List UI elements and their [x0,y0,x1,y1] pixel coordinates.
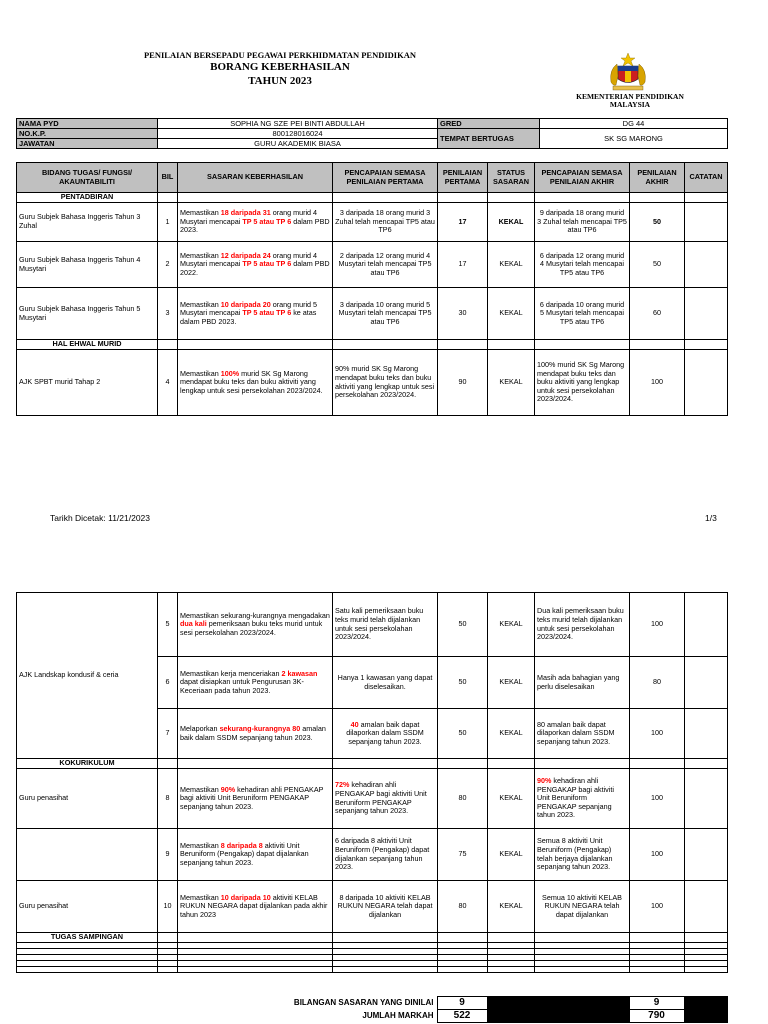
col-pencapaian-pertama: PENCAPAIAN SEMASA PENILAIAN PERTAMA [333,163,438,193]
form-title-line3: TAHUN 2023 [248,75,312,87]
row-pencapaian-pertama: 2 daripada 12 orang murid 4 Musytari telah mencapai TP5 atau TP6 [333,242,438,288]
page-number: 1/3 [705,513,717,523]
row-bil: 1 [158,203,178,242]
row-penilaian-akhir: 50 [630,203,685,242]
row-bidang: Guru penasihat [17,881,158,933]
col-penilaian-akhir: PENILAIAN AKHIR [630,163,685,193]
row-bidang: Guru Subjek Bahasa Inggeris Tahun 3 Zuhal [17,203,158,242]
row-penilaian-pertama: 75 [438,829,488,881]
row-penilaian-pertama: 17 [438,242,488,288]
blackout-cell [487,1010,534,1023]
row-sasaran: Memastikan 18 daripada 31 orang murid 4 Musytari mencapai TP 5 atau TP 6 dalam PBD 2023. [178,203,333,242]
row-bidang: AJK Landskap kondusif & ceria [17,593,158,759]
row-status: KEKAL [488,657,535,709]
section-tugas-sampingan: TUGAS SAMPINGAN [17,933,158,943]
row-pencapaian-akhir: 90% kehadiran ahli PENGAKAP bagi aktiviti Unit Beruniform PENGAKAP sepanjang tahun 2023. [535,769,630,829]
row-penilaian-akhir: 100 [630,593,685,657]
pyd-info-table [16,118,728,149]
row-sasaran: Memastikan 8 daripada 8 aktiviti Unit Beruniform (Pengakap) dapat dijalankan sepanjang tahun 2023. [178,829,333,881]
row-sasaran: Melaporkan sekurang-kurangnya 80 amalan baik dalam SSDM sepanjang tahun 2023. [178,709,333,759]
row-penilaian-pertama: 50 [438,593,488,657]
value-nokp: 800128016024 [158,129,438,139]
bilangan-sasaran-akhir: 9 [629,997,684,1010]
row-penilaian-akhir: 100 [630,829,685,881]
row-pencapaian-akhir: Dua kali pemeriksaan buku teks murid telah dijalankan untuk sesi persekolahan 2023/2024. [535,593,630,657]
row-catatan [685,350,728,416]
row-status: KEKAL [488,350,535,416]
jumlah-markah-akhir: 790 [629,1010,684,1023]
row-penilaian-akhir: 50 [630,242,685,288]
table-row [17,242,728,288]
col-sasaran: SASARAN KEBERHASILAN [178,163,333,193]
row-status: KEKAL [488,881,535,933]
row-pencapaian-akhir: Semua 10 aktiviti KELAB RUKUN NEGARA telah dapat dijalankan [535,881,630,933]
bilangan-sasaran-pertama: 9 [437,997,487,1010]
label-nokp: NO.K.P. [17,129,158,139]
row-pencapaian-pertama: Satu kali pemeriksaan buku teks murid telah dijalankan untuk sesi persekolahan 2023/2024. [333,593,438,657]
row-bil: 4 [158,350,178,416]
value-tempat-bertugas: SK SG MARONG [540,129,728,149]
jumlah-markah-label: JUMLAH MARKAH [362,1010,434,1020]
bilangan-sasaran-label: BILANGAN SASARAN YANG DINILAI [293,997,434,1007]
row-status: KEKAL [488,769,535,829]
row-pencapaian-akhir: 6 daripada 10 orang murid 5 Musytari telah mencapai TP5 atau TP6 [535,288,630,340]
row-penilaian-akhir: 100 [630,881,685,933]
col-status: STATUS SASARAN [488,163,535,193]
row-bil: 5 [158,593,178,657]
row-bil: 2 [158,242,178,288]
section-kokurikulum: KOKURIKULUM [17,759,158,769]
col-penilaian-pertama: PENILAIAN PERTAMA [438,163,488,193]
row-status: KEKAL [488,203,535,242]
row-pencapaian-pertama: 3 daripada 10 orang murid 5 Musytari telah mencapai TP5 atau TP6 [333,288,438,340]
row-penilaian-akhir: 100 [630,350,685,416]
keberhasilan-table-page2 [16,592,728,973]
row-sasaran: Memastikan kerja menceriakan 2 kawasan dapat disiapkan untuk Pengurusan 3K-Keceriaan pada tahun 2023. [178,657,333,709]
col-bidang: BIDANG TUGAS/ FUNGSI/ AKAUNTABILITI [17,163,158,193]
label-nama-pyd: NAMA PYD [17,119,158,129]
row-bil: 10 [158,881,178,933]
value-jawatan: GURU AKADEMIK BIASA [158,139,438,149]
row-pencapaian-akhir: 9 daripada 18 orang murid 3 Zuhal telah mencapai TP5 atau TP6 [535,203,630,242]
col-pencapaian-akhir: PENCAPAIAN SEMASA PENILAIAN AKHIR [535,163,630,193]
row-sasaran: Memastikan 10 daripada 10 aktiviti KELAB RUKUN NEGARA dapat dijalankan pada akhir tahun 2023 [178,881,333,933]
keberhasilan-table-page1 [16,162,728,416]
row-sasaran: Memastikan 10 daripada 20 orang murid 5 Musytari mencapai TP 5 atau TP 6 ke atas dalam PBD 2023. [178,288,333,340]
row-catatan [685,242,728,288]
table-row [17,881,728,933]
row-penilaian-pertama: 80 [438,881,488,933]
row-bidang: Guru penasihat [17,769,158,829]
row-pencapaian-pertama: 90% murid SK Sg Marong mendapat buku teks dan buku aktiviti yang lengkap untuk sesi persekolahan 2023/2024. [333,350,438,416]
section-pentadbiran: PENTADBIRAN [17,193,158,203]
row-penilaian-pertama: 90 [438,350,488,416]
row-penilaian-pertama: 17 [438,203,488,242]
col-bil: BIL [158,163,178,193]
row-bil: 6 [158,657,178,709]
row-pencapaian-akhir: 80 amalan baik dapat dilaporkan dalam SSDM sepanjang tahun 2023. [535,709,630,759]
row-pencapaian-pertama: 3 daripada 18 orang murid 3 Zuhal telah mencapai TP5 atau TP6 [333,203,438,242]
form-title-line1: PENILAIAN BERSEPADU PEGAWAI PERKHIDMATAN PENDIDIKAN [143,50,417,60]
blackout-cell [534,1010,629,1023]
row-pencapaian-pertama: 6 daripada 8 aktiviti Unit Beruniform (Pengakap) dapat dijalankan sepanjang tahun 2023. [333,829,438,881]
row-catatan [685,881,728,933]
label-jawatan: JAWATAN [17,139,158,149]
row-pencapaian-pertama: 40 amalan baik dapat dilaporkan dalam SSDM sepanjang tahun 2023. [333,709,438,759]
blackout-cell [684,1010,727,1023]
row-bidang: AJK SPBT murid Tahap 2 [17,350,158,416]
table-row [17,769,728,829]
row-catatan [685,709,728,759]
blackout-cell [684,997,727,1010]
row-catatan [685,288,728,340]
row-penilaian-pertama: 50 [438,709,488,759]
row-sasaran: Memastikan 12 daripada 24 orang murid 4 Musytari mencapai TP 5 atau TP 6 dalam PBD 2022. [178,242,333,288]
row-status: KEKAL [488,288,535,340]
totals-table [16,996,728,1023]
row-penilaian-akhir: 100 [630,709,685,759]
row-pencapaian-akhir: 100% murid SK Sg Marong mendapat buku teks dan buku aktiviti yang lengkap untuk sesi persekolahan 2023/2024. [535,350,630,416]
row-catatan [685,829,728,881]
jumlah-markah-pertama: 522 [437,1010,487,1023]
row-catatan [685,769,728,829]
row-catatan [685,593,728,657]
row-status: KEKAL [488,242,535,288]
row-status: KEKAL [488,709,535,759]
row-pencapaian-akhir: Masih ada bahagian yang perlu diselesaikan [535,657,630,709]
blackout-cell [487,997,534,1010]
row-bidang [17,829,158,881]
row-bil: 3 [158,288,178,340]
row-sasaran: Memastikan sekurang-kurangnya mengadakan dua kali pemeriksaan buku teks murid untuk sesi persekolahan 2023/2024. [178,593,333,657]
row-penilaian-pertama: 50 [438,657,488,709]
ministry-name: KEMENTERIAN PENDIDIKAN MALAYSIA [576,92,684,109]
table-row [17,593,728,657]
row-bidang: Guru Subjek Bahasa Inggeris Tahun 5 Musytari [17,288,158,340]
row-bil: 8 [158,769,178,829]
label-gred: GRED [438,119,540,129]
row-bidang: Guru Subjek Bahasa Inggeris Tahun 4 Musytari [17,242,158,288]
table-row [17,829,728,881]
row-sasaran: Memastikan 100% murid SK Sg Marong mendapat buku teks dan buku aktiviti yang lengkap untuk sesi persekolahan 2023/2024. [178,350,333,416]
value-nama-pyd: SOPHIA NG SZE PEI BINTI ABDULLAH [158,119,438,129]
row-bil: 9 [158,829,178,881]
row-pencapaian-pertama: Hanya 1 kawasan yang dapat diselesaikan. [333,657,438,709]
row-penilaian-akhir: 100 [630,769,685,829]
row-penilaian-akhir: 60 [630,288,685,340]
section-hal-ehwal-murid: HAL EHWAL MURID [17,340,158,350]
table-row [17,350,728,416]
row-status: KEKAL [488,593,535,657]
table-row [17,288,728,340]
blackout-cell [534,997,629,1010]
row-penilaian-pertama: 80 [438,769,488,829]
row-pencapaian-akhir: Semua 8 aktiviti Unit Beruniform (Pengakap) telah berjaya dijalankan sepanjang tahun 2023. [535,829,630,881]
row-sasaran: Memastikan 90% kehadiran ahli PENGAKAP bagi aktiviti Unit Beruniform PENGAKAP sepanjang tahun 2023. [178,769,333,829]
row-penilaian-akhir: 80 [630,657,685,709]
empty-row [17,967,728,973]
row-catatan [685,657,728,709]
row-pencapaian-akhir: 6 daripada 12 orang murid 4 Musytari telah mencapai TP5 atau TP6 [535,242,630,288]
row-pencapaian-pertama: 8 daripada 10 aktiviti KELAB RUKUN NEGARA telah dapat dijalankan [333,881,438,933]
malaysia-coat-of-arms-icon [604,52,652,92]
form-title-line2: BORANG KEBERHASILAN [210,61,350,73]
row-pencapaian-pertama: 72% kehadiran ahli PENGAKAP bagi aktiviti Unit Beruniform PENGAKAP sepanjang tahun 2023. [333,769,438,829]
print-date: Tarikh Dicetak: 11/21/2023 [50,513,151,523]
row-catatan [685,203,728,242]
row-penilaian-pertama: 30 [438,288,488,340]
row-status: KEKAL [488,829,535,881]
label-tempat-bertugas: TEMPAT BERTUGAS [438,129,540,149]
col-catatan: CATATAN [685,163,728,193]
table-row [17,203,728,242]
value-gred: DG 44 [540,119,728,129]
row-bil: 7 [158,709,178,759]
